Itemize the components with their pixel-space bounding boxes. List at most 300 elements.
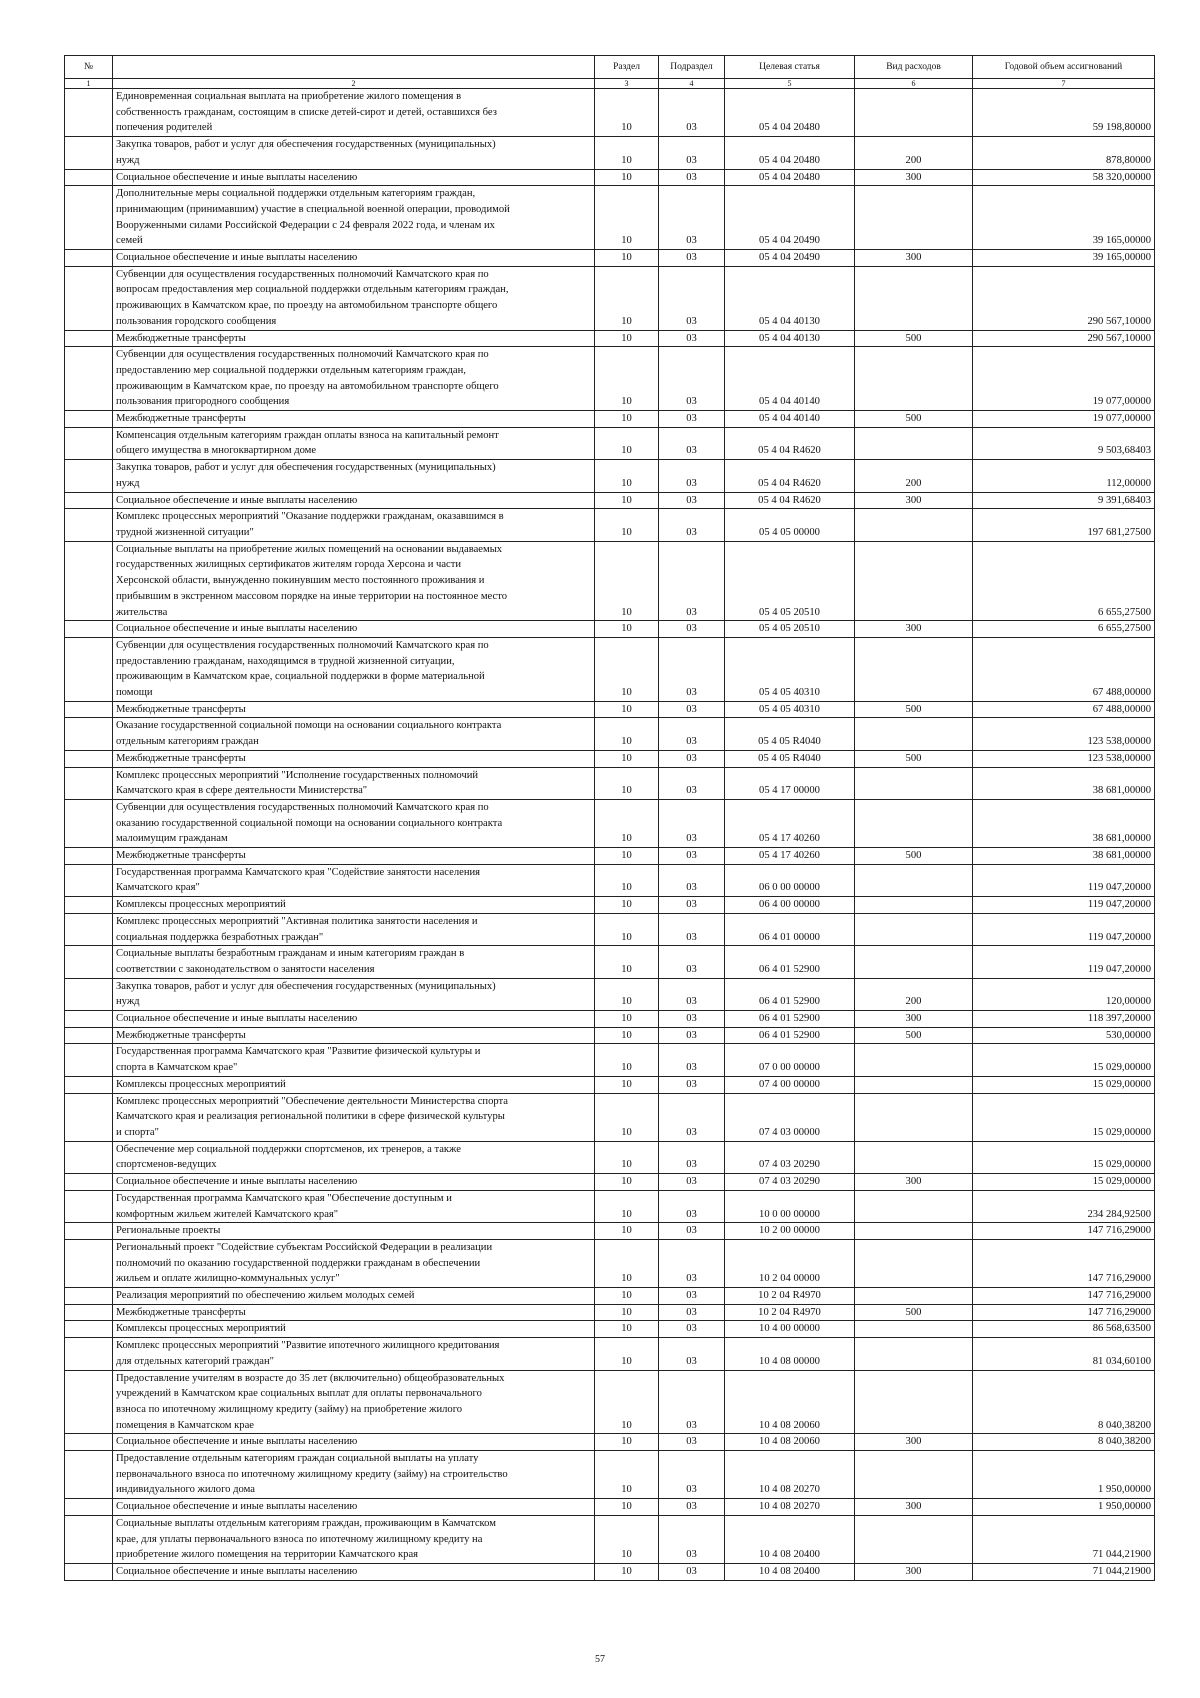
row-target-cell: 07 4 03 20290 [725,1174,855,1191]
row-vid-cell [855,718,973,750]
row-podrazdel-cell: 03 [659,1223,725,1240]
row-podrazdel-cell: 03 [659,1338,725,1370]
row-vid-cell [855,89,973,137]
row-vid-cell: 500 [855,1027,973,1044]
row-amount-cell: 112,00000 [973,460,1155,492]
row-name-line: нужд [116,477,140,489]
row-amount-cell: 71 044,21900 [973,1515,1155,1563]
row-amount-cell: 38 681,00000 [973,767,1155,799]
row-razdel-cell: 10 [595,1141,659,1173]
row-target-cell: 07 4 03 00000 [725,1093,855,1141]
header-razdel: Раздел [595,56,659,79]
row-amount-cell: 15 029,00000 [973,1044,1155,1076]
table-column-numbers-row [65,79,1155,89]
row-number-cell [65,848,113,865]
table-header-row [65,56,1155,79]
row-razdel-cell: 10 [595,1239,659,1287]
row-amount-cell: 38 681,00000 [973,799,1155,847]
row-razdel-cell: 10 [595,1434,659,1451]
row-razdel-cell: 10 [595,411,659,428]
row-number-cell [65,89,113,137]
row-razdel-cell: 10 [595,1027,659,1044]
row-amount-cell: 58 320,00000 [973,169,1155,186]
row-number-cell [65,1027,113,1044]
row-target-cell: 05 4 05 20510 [725,621,855,638]
row-name-cell [113,1499,595,1516]
row-name-line: Комплекс процессных мероприятий "Активная политика занятости населения и [116,915,478,927]
row-vid-cell: 300 [855,1499,973,1516]
row-amount-cell: 1 950,00000 [973,1451,1155,1499]
row-name-line: спорта в Камчатском крае" [116,1062,238,1074]
row-name-line: Социальное обеспечение и иные выплаты населению [116,494,358,506]
row-number-cell [65,1093,113,1141]
row-razdel-cell: 10 [595,621,659,638]
table-row [65,169,1155,186]
row-name-line: Дополнительные меры социальной поддержки отдельным категориям граждан, [116,188,476,200]
table-row [65,137,1155,169]
table-row [65,637,1155,701]
row-name-line: взноса по ипотечному жилищному кредиту (займу) на приобретение жилого [116,1403,463,1415]
row-number-cell [65,1141,113,1173]
row-amount-cell: 6 655,27500 [973,541,1155,621]
row-number-cell [65,1434,113,1451]
row-number-cell [65,1451,113,1499]
row-target-cell: 10 4 08 20400 [725,1563,855,1580]
row-name-line: оказанию государственной социальной помощи на основании социального контракта [116,817,503,829]
row-name-cell [113,1451,595,1499]
row-vid-cell [855,1370,973,1434]
page-number: 57 [595,1654,605,1665]
row-name-cell [113,1223,595,1240]
row-target-cell: 05 4 04 20490 [725,186,855,250]
row-vid-cell [855,1515,973,1563]
row-vid-cell: 300 [855,621,973,638]
row-number-cell [65,427,113,459]
row-name-cell [113,637,595,701]
column-number: 5 [725,79,855,89]
table-body [65,89,1155,1581]
row-name-line: соответствии с законодательством о занятости населения [116,963,375,975]
row-name-line: пользования городского сообщения [116,315,277,327]
row-razdel-cell: 10 [595,1563,659,1580]
row-name-line: индивидуального жилого дома [116,1484,255,1496]
row-vid-cell: 300 [855,492,973,509]
row-name-line: прибывшим в экстренном массовом порядке на иные территории на постоянное место [116,590,507,602]
row-razdel-cell: 10 [595,492,659,509]
row-amount-cell: 120,00000 [973,978,1155,1010]
row-podrazdel-cell: 03 [659,1174,725,1191]
row-target-cell: 05 4 05 00000 [725,509,855,541]
row-amount-cell: 147 716,29000 [973,1288,1155,1305]
row-razdel-cell: 10 [595,347,659,411]
row-podrazdel-cell: 03 [659,621,725,638]
row-podrazdel-cell: 03 [659,411,725,428]
row-podrazdel-cell: 03 [659,541,725,621]
row-name-line: Социальное обеспечение и иные выплаты населению [116,1565,358,1577]
row-name-cell [113,864,595,896]
table-row [65,330,1155,347]
row-number-cell [65,1174,113,1191]
row-vid-cell: 200 [855,460,973,492]
row-target-cell: 10 2 00 00000 [725,1223,855,1240]
table-row [65,266,1155,330]
table-row [65,799,1155,847]
row-name-cell [113,799,595,847]
row-name-line: социальная поддержка безработных граждан" [116,931,324,943]
row-name-line: Государственная программа Камчатского края "Развитие физической культуры и [116,1046,481,1058]
row-vid-cell [855,864,973,896]
row-target-cell: 10 4 08 20060 [725,1434,855,1451]
row-name-line: проживающим в Камчатском крае, по проезду на автомобильном транспорте общего [116,380,499,392]
row-podrazdel-cell: 03 [659,1027,725,1044]
header-podrazdel: Подраздел [659,56,725,79]
row-podrazdel-cell: 03 [659,718,725,750]
row-name-cell [113,1011,595,1028]
header-target: Целевая статья [725,56,855,79]
row-target-cell: 07 4 03 20290 [725,1141,855,1173]
row-name-line: Социальное обеспечение и иные выплаты населению [116,1176,358,1188]
row-razdel-cell: 10 [595,701,659,718]
table-row [65,767,1155,799]
row-number-cell [65,1321,113,1338]
row-name-line: общего имущества в многоквартирном доме [116,445,317,457]
row-vid-cell: 500 [855,750,973,767]
row-name-line: Социальное обеспечение и иные выплаты населению [116,1501,358,1513]
row-name-cell [113,169,595,186]
row-name-line: Межбюджетные трансферты [116,1306,246,1318]
row-razdel-cell: 10 [595,427,659,459]
column-number: 7 [973,79,1155,89]
column-number: 2 [113,79,595,89]
row-number-cell [65,186,113,250]
column-number: 1 [65,79,113,89]
row-name-line: Социальные выплаты на приобретение жилых помещений на основании выдаваемых [116,543,503,555]
row-razdel-cell: 10 [595,848,659,865]
row-vid-cell: 500 [855,411,973,428]
row-number-cell [65,250,113,267]
row-razdel-cell: 10 [595,1174,659,1191]
row-name-line: принимающим (принимавшим) участие в специальной военной операции, проводимой [116,203,510,215]
row-target-cell: 05 4 05 R4040 [725,750,855,767]
row-name-line: Херсонской области, вынужденно покинувшим место постоянного проживания и [116,575,485,587]
row-name-cell [113,913,595,945]
row-target-cell: 05 4 17 40260 [725,799,855,847]
table-row [65,1499,1155,1516]
table-row [65,1190,1155,1222]
row-amount-cell: 1 950,00000 [973,1499,1155,1516]
row-number-cell [65,541,113,621]
row-name-cell [113,767,595,799]
row-number-cell [65,137,113,169]
row-target-cell: 06 4 01 52900 [725,1011,855,1028]
row-name-cell [113,330,595,347]
row-number-cell [65,1370,113,1434]
row-target-cell: 10 4 08 20270 [725,1499,855,1516]
row-name-line: Субвенции для осуществления государственных полномочий Камчатского края по [116,349,489,361]
row-vid-cell [855,913,973,945]
row-name-line: первоначального взноса по ипотечному жилищному кредиту (займу) на строительство [116,1468,508,1480]
row-target-cell: 05 4 17 00000 [725,767,855,799]
table-row [65,864,1155,896]
row-name-cell [113,541,595,621]
row-name-line: помещения в Камчатском крае [116,1419,254,1431]
row-vid-cell: 500 [855,701,973,718]
row-target-cell: 07 4 00 00000 [725,1076,855,1093]
row-amount-cell: 290 567,10000 [973,266,1155,330]
row-name-line: Закупка товаров, работ и услуг для обеспечения государственных (муниципальных) [116,980,496,992]
row-amount-cell: 19 077,00000 [973,347,1155,411]
header-vid: Вид расходов [855,56,973,79]
row-podrazdel-cell: 03 [659,347,725,411]
row-name-line: проживающим в Камчатском крае, социальной поддержки в форме материальной [116,671,485,683]
row-name-line: Субвенции для осуществления государственных полномочий Камчатского края по [116,268,489,280]
row-target-cell: 05 4 04 20480 [725,169,855,186]
row-razdel-cell: 10 [595,864,659,896]
row-target-cell: 05 4 04 R4620 [725,460,855,492]
row-target-cell: 10 2 04 R4970 [725,1288,855,1305]
row-vid-cell [855,1338,973,1370]
row-name-cell [113,1321,595,1338]
row-number-cell [65,946,113,978]
row-name-line: Межбюджетные трансферты [116,752,246,764]
row-target-cell: 10 4 08 20060 [725,1370,855,1434]
row-name-cell [113,1093,595,1141]
table-row [65,718,1155,750]
table-row [65,250,1155,267]
row-podrazdel-cell: 03 [659,750,725,767]
row-podrazdel-cell: 03 [659,913,725,945]
row-name-line: полномочий по оказанию государственной поддержки гражданам в обеспечении [116,1257,481,1269]
row-podrazdel-cell: 03 [659,799,725,847]
row-name-line: Государственная программа Камчатского края "Содействие занятости населения [116,866,481,878]
row-name-cell [113,250,595,267]
row-podrazdel-cell: 03 [659,509,725,541]
row-amount-cell: 15 029,00000 [973,1141,1155,1173]
row-name-line: Региональные проекты [116,1225,221,1237]
row-podrazdel-cell: 03 [659,1288,725,1305]
row-vid-cell [855,1190,973,1222]
row-razdel-cell: 10 [595,1338,659,1370]
table-row [65,427,1155,459]
row-name-line: Комплекс процессных мероприятий "Исполнение государственных полномочий [116,769,479,781]
table-row [65,913,1155,945]
row-name-line: для отдельных категорий граждан" [116,1355,274,1367]
row-podrazdel-cell: 03 [659,1434,725,1451]
row-name-cell [113,1434,595,1451]
column-number: 3 [595,79,659,89]
row-podrazdel-cell: 03 [659,169,725,186]
row-podrazdel-cell: 03 [659,848,725,865]
row-razdel-cell: 10 [595,169,659,186]
row-razdel-cell: 10 [595,89,659,137]
row-number-cell [65,1499,113,1516]
row-name-cell [113,266,595,330]
row-number-cell [65,1563,113,1580]
row-name-line: и спорта" [116,1127,159,1138]
row-vid-cell: 300 [855,250,973,267]
row-name-line: Компенсация отдельным категориям граждан оплаты взноса на капитальный ремонт [116,429,499,441]
row-name-cell [113,460,595,492]
table-row [65,946,1155,978]
row-podrazdel-cell: 03 [659,701,725,718]
row-name-line: Комплекс процессных мероприятий "Оказание поддержки гражданам, оказавшимся в [116,511,504,523]
row-razdel-cell: 10 [595,1190,659,1222]
row-razdel-cell: 10 [595,637,659,701]
row-target-cell: 10 4 08 20400 [725,1515,855,1563]
table-row [65,1304,1155,1321]
row-podrazdel-cell: 03 [659,250,725,267]
row-podrazdel-cell: 03 [659,767,725,799]
row-vid-cell: 300 [855,1174,973,1191]
row-name-line: предоставлению гражданам, находящимся в трудной жизненной ситуации, [116,655,455,667]
row-podrazdel-cell: 03 [659,186,725,250]
row-target-cell: 05 4 04 40140 [725,411,855,428]
row-amount-cell: 118 397,20000 [973,1011,1155,1028]
row-name-line: комфортным жильем жителей Камчатского края" [116,1208,339,1220]
row-name-line: Социальные выплаты отдельным категориям граждан, проживающим в Камчатском [116,1517,496,1529]
table-row [65,492,1155,509]
row-amount-cell: 123 538,00000 [973,750,1155,767]
row-razdel-cell: 10 [595,1451,659,1499]
row-name-line: крае, для уплаты первоначального взноса по ипотечному жилищному кредиту на [116,1533,483,1545]
row-amount-cell: 123 538,00000 [973,718,1155,750]
row-amount-cell: 15 029,00000 [973,1174,1155,1191]
row-name-line: Социальное обеспечение и иные выплаты населению [116,171,358,183]
row-name-line: предоставлению мер социальной поддержки отдельным категориям граждан, [116,364,466,376]
row-number-cell [65,978,113,1010]
row-amount-cell: 147 716,29000 [973,1223,1155,1240]
row-podrazdel-cell: 03 [659,1141,725,1173]
row-name-line: Комплекс процессных мероприятий "Развитие ипотечного жилищного кредитования [116,1340,500,1352]
row-podrazdel-cell: 03 [659,266,725,330]
row-amount-cell: 119 047,20000 [973,946,1155,978]
table-row [65,1434,1155,1451]
row-name-line: попечения родителей [116,122,213,134]
row-name-line: отдельным категориям граждан [116,736,259,748]
row-target-cell: 05 4 04 40140 [725,347,855,411]
row-name-cell [113,978,595,1010]
row-name-line: Закупка товаров, работ и услуг для обеспечения государственных (муниципальных) [116,462,496,474]
row-razdel-cell: 10 [595,1304,659,1321]
budget-page [64,55,1154,1581]
row-name-line: Реализация мероприятий по обеспечению жильем молодых семей [116,1290,415,1302]
row-name-line: Социальные выплаты безработным гражданам и иным категориям граждан в [116,948,465,960]
row-vid-cell [855,1321,973,1338]
table-row [65,509,1155,541]
row-vid-cell [855,1076,973,1093]
table-row [65,750,1155,767]
row-razdel-cell: 10 [595,1076,659,1093]
row-podrazdel-cell: 03 [659,137,725,169]
row-name-cell [113,1288,595,1305]
row-name-line: Комплексы процессных мероприятий [116,899,286,911]
row-amount-cell: 86 568,63500 [973,1321,1155,1338]
row-number-cell [65,509,113,541]
row-name-line: Комплексы процессных мероприятий [116,1078,286,1090]
row-target-cell: 05 4 17 40260 [725,848,855,865]
row-name-line: Межбюджетные трансферты [116,332,246,344]
row-podrazdel-cell: 03 [659,946,725,978]
row-name-line: нужд [116,996,140,1008]
row-podrazdel-cell: 03 [659,1239,725,1287]
row-name-cell [113,1190,595,1222]
row-amount-cell: 59 198,80000 [973,89,1155,137]
table-row [65,897,1155,914]
row-name-cell [113,1563,595,1580]
row-vid-cell [855,767,973,799]
table-row [65,1321,1155,1338]
row-vid-cell: 500 [855,848,973,865]
row-vid-cell [855,1141,973,1173]
row-name-cell [113,1338,595,1370]
row-target-cell: 06 0 00 00000 [725,864,855,896]
table-row [65,411,1155,428]
row-razdel-cell: 10 [595,1011,659,1028]
row-vid-cell [855,799,973,847]
row-vid-cell: 500 [855,330,973,347]
row-vid-cell: 300 [855,1434,973,1451]
row-name-line: Закупка товаров, работ и услуг для обеспечения государственных (муниципальных) [116,139,496,151]
row-podrazdel-cell: 03 [659,1451,725,1499]
table-row [65,1223,1155,1240]
table-row [65,1076,1155,1093]
row-target-cell: 05 4 05 40310 [725,637,855,701]
row-name-cell [113,89,595,137]
row-vid-cell [855,1223,973,1240]
table-row [65,1011,1155,1028]
row-name-line: Субвенции для осуществления государственных полномочий Камчатского края по [116,639,489,651]
row-razdel-cell: 10 [595,913,659,945]
row-razdel-cell: 10 [595,767,659,799]
row-amount-cell: 6 655,27500 [973,621,1155,638]
table-row [65,1239,1155,1287]
row-amount-cell: 197 681,27500 [973,509,1155,541]
row-name-cell [113,1044,595,1076]
row-amount-cell: 39 165,00000 [973,186,1155,250]
row-razdel-cell: 10 [595,1288,659,1305]
row-razdel-cell: 10 [595,1044,659,1076]
row-target-cell: 10 4 08 00000 [725,1338,855,1370]
row-target-cell: 05 4 04 20480 [725,89,855,137]
row-amount-cell: 9 391,68403 [973,492,1155,509]
row-name-line: трудной жизненной ситуации" [116,526,254,538]
table-row [65,1044,1155,1076]
row-name-cell [113,137,595,169]
row-name-line: пользования пригородного сообщения [116,396,290,408]
row-vid-cell [855,1451,973,1499]
row-number-cell [65,1223,113,1240]
row-vid-cell: 300 [855,1011,973,1028]
row-name-line: Межбюджетные трансферты [116,1029,246,1041]
row-amount-cell: 8 040,38200 [973,1370,1155,1434]
row-podrazdel-cell: 03 [659,427,725,459]
row-podrazdel-cell: 03 [659,330,725,347]
row-podrazdel-cell: 03 [659,897,725,914]
row-amount-cell: 19 077,00000 [973,411,1155,428]
row-name-line: Социальное обеспечение и иные выплаты населению [116,1013,358,1025]
row-name-line: Субвенции для осуществления государственных полномочий Камчатского края по [116,801,489,813]
row-name-cell [113,492,595,509]
row-vid-cell: 200 [855,978,973,1010]
table-row [65,1370,1155,1434]
row-number-cell [65,411,113,428]
table-row [65,1027,1155,1044]
row-podrazdel-cell: 03 [659,1076,725,1093]
row-vid-cell [855,946,973,978]
budget-table [64,55,1155,1581]
row-target-cell: 06 4 01 52900 [725,1027,855,1044]
row-vid-cell: 500 [855,1304,973,1321]
